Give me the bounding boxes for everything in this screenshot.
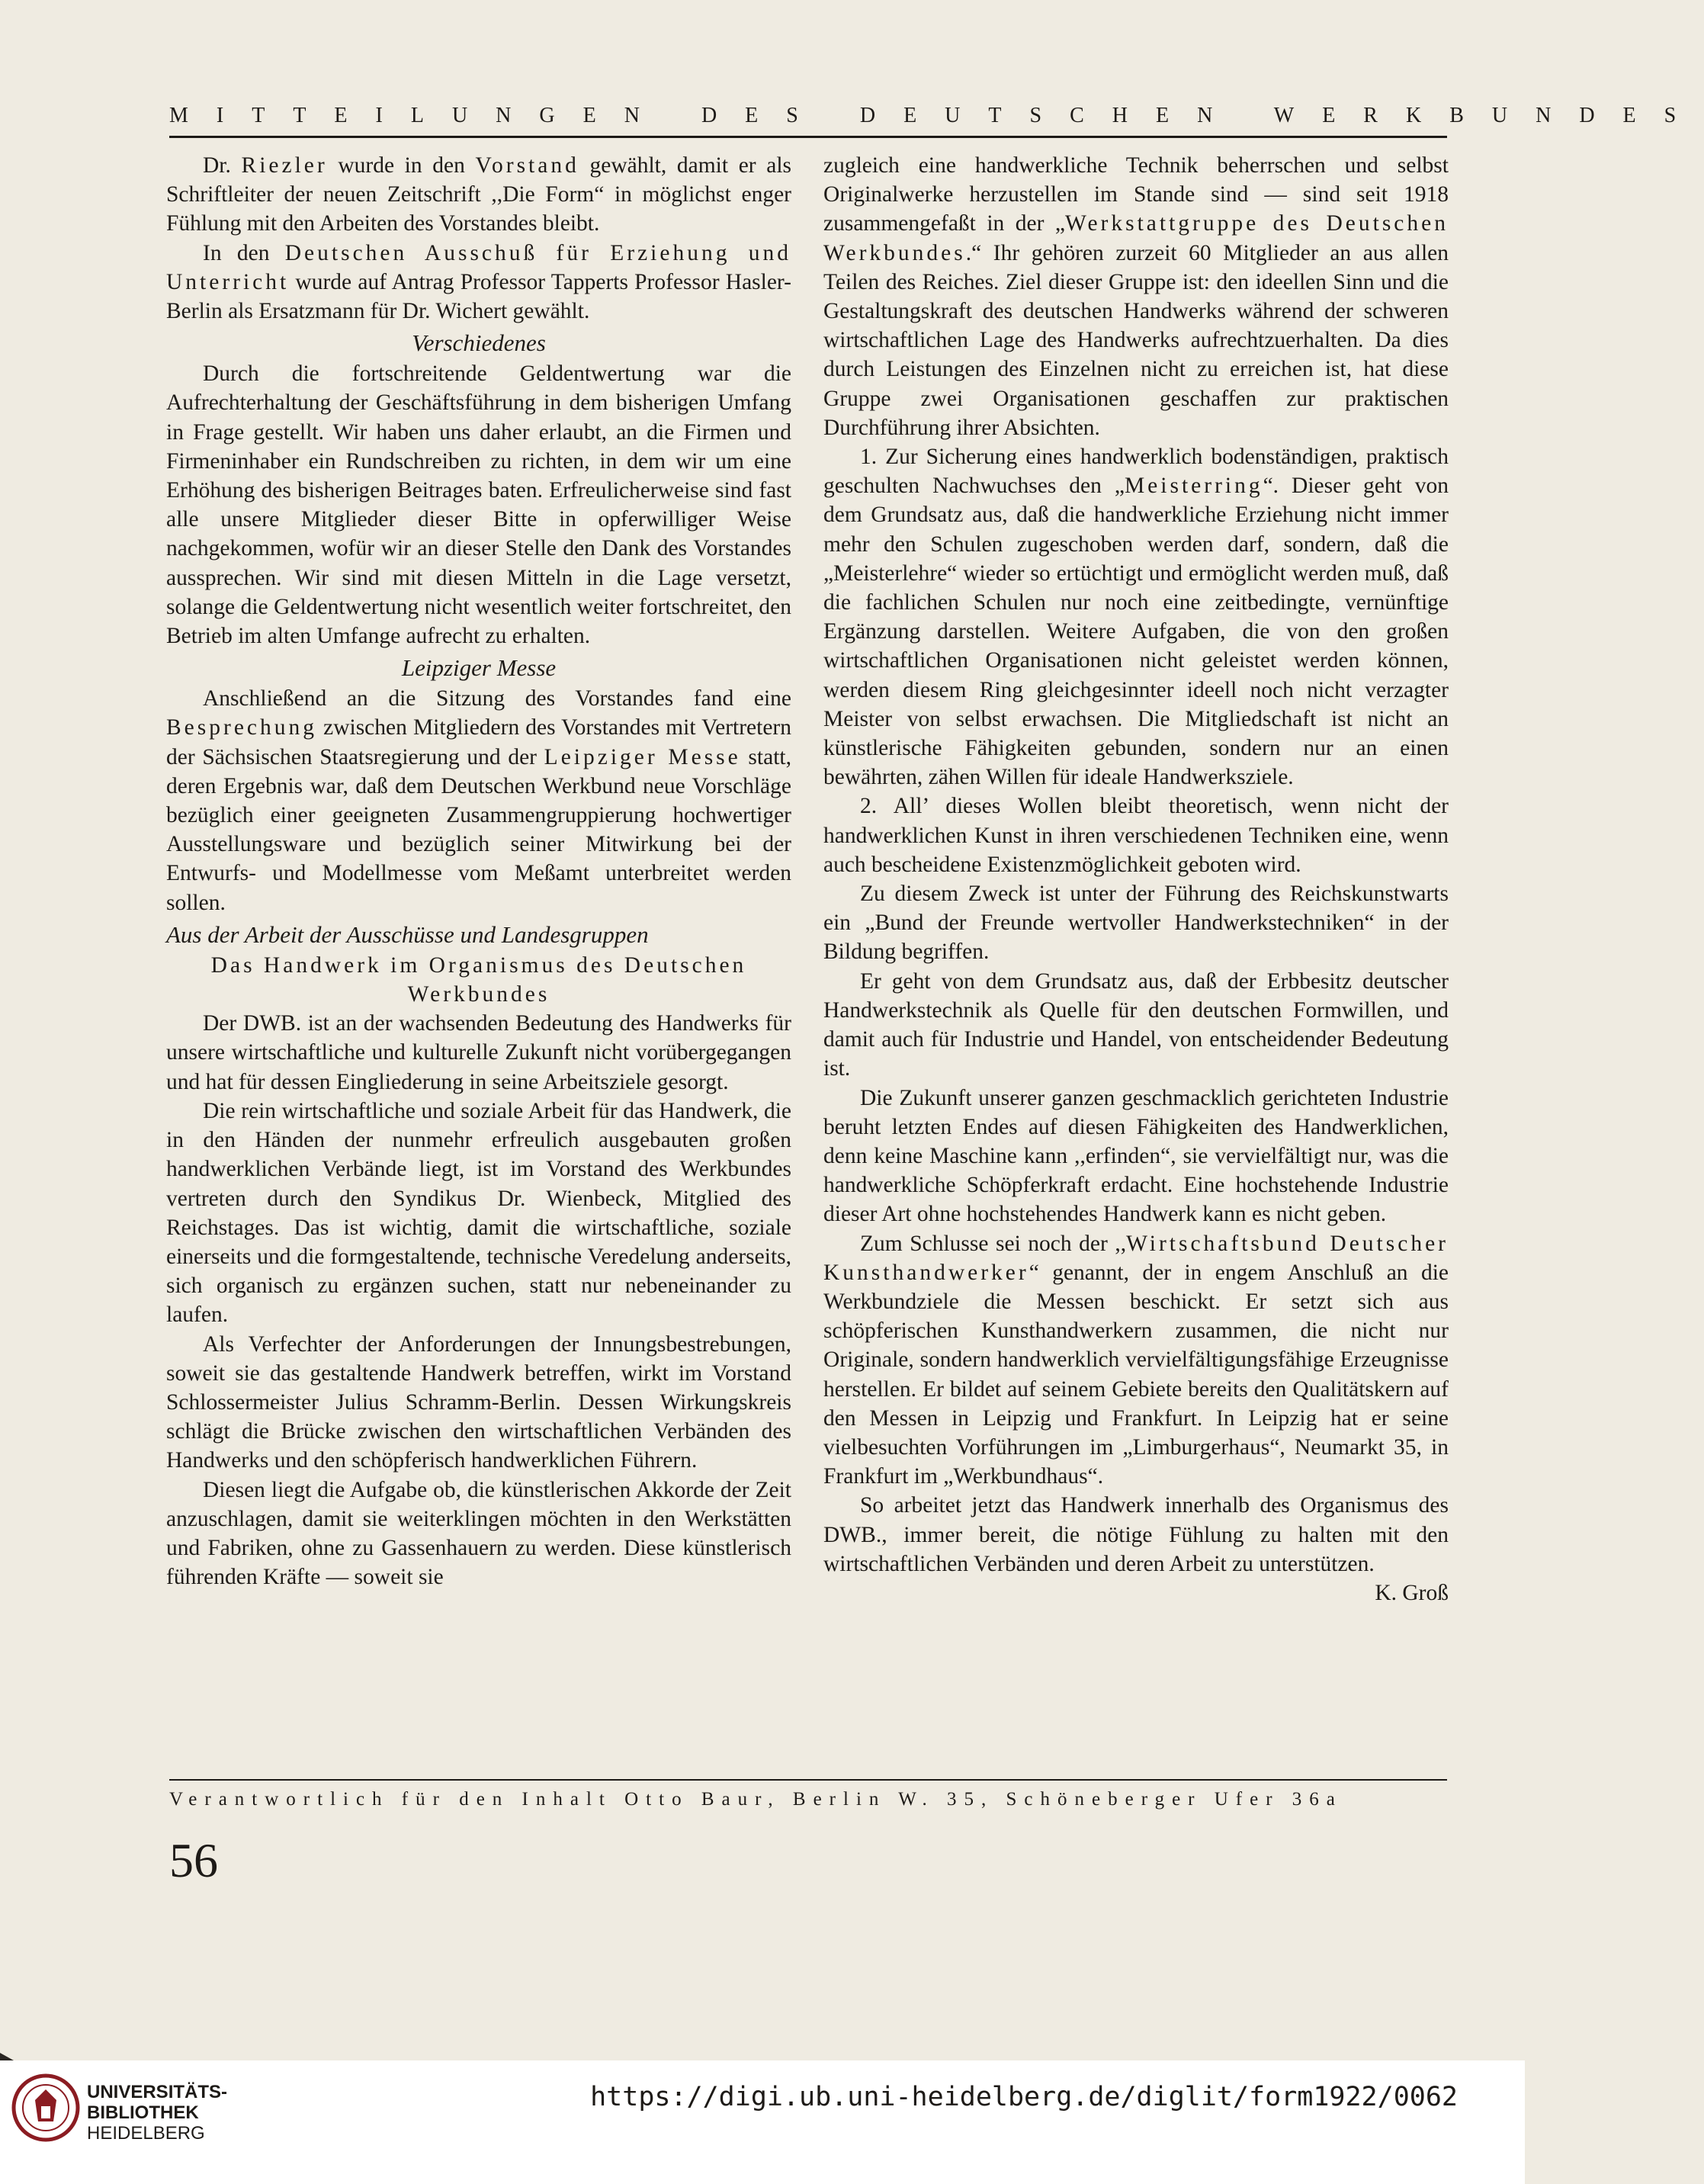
paragraph: Er geht von dem Grundsatz aus, daß der Erbbesitz deutscher Handwerkstechnik als Quelle für den deutschen Formwillen, und damit auch für Industrie und Handel, von entscheidender Bedeutung ist. <box>823 968 1449 1081</box>
paragraph <box>166 239 791 326</box>
author-signature: K. Groß <box>1375 1580 1449 1605</box>
text: .“ Ihr gehören zurzeit 60 Mitglieder an aus allen Teilen des Reiches. Ziel dieser Gruppe ist: den ideellen Sinn und die Gestaltungskraft des deutschen Handwerks während der schweren wirtschaftlichen Lage des Handwerks aufrechtzuerhalten. Da dies durch Leistungen des Einzelnen nicht zu erreichen ist, hat diese Gruppe zwei Organisationen geschaffen zur praktischen Durchführung ihrer Absichten. <box>823 240 1449 440</box>
section-heading: Verschiedenes <box>412 329 546 357</box>
text: zwischen Mitgliedern des Vorstandes mit Vertretern der Sächsischen Staatsregierung und der <box>166 715 791 769</box>
text: wurde in den <box>327 153 476 178</box>
emphasis: Leipziger Messe <box>544 744 741 769</box>
paragraph <box>166 151 791 239</box>
emphasis: Deutschen Ausschuß für Erziehung und Unterricht <box>166 240 792 294</box>
paragraph <box>823 442 1449 792</box>
emphasis: Wirtschaftsbund Deutscher Kunsthandwerker <box>823 1231 1449 1285</box>
text: “ genannt, der in engem Anschluß an die Werkbundziele die Messen beschickt. Er setzt sich aus schöpferischen Kunsthandwerkern zusammen, die nicht nur Originale, sondern handwerklich vervielfältigungsfähige Erzeugnisse herstellen. Er bildet auf seinem Gebiete bereits den Qualitätskern auf den Messen in Leipzig und Frankfurt. In Leipzig hat er seine vielbesuchten Vorführungen im „Limburgerhaus“, Neumarkt 35, in Frankfurt im „Werkbundhaus“. <box>823 1260 1449 1489</box>
subsection-heading: Das Handwerk im Organismus des Deutschen Werkbundes <box>210 952 747 1007</box>
library-name-line: UNIVERSITÄTS- <box>87 2082 228 2102</box>
library-name-line: BIBLIOTHEK <box>87 2102 199 2123</box>
text: gewählt, damit er als Schriftleiter der neuen Zeitschrift ,,Die Form“ in möglichst enger Fühlung mit den Arbeiten des Vorstandes bleibt. <box>166 153 792 236</box>
text: wurde auf Antrag Professor Tapperts Professor Hasler-Berlin als Ersatzmann für Dr. Wichert gewählt. <box>166 269 791 324</box>
text: Zum Schlusse sei noch der ,, <box>860 1231 1127 1256</box>
paragraph <box>823 151 1449 442</box>
text: “. Dieser geht von dem Grundsatz aus, daß die handwerkliche Erziehung nicht immer mehr den Schulen zugeschoben werden darf, sondern, daß die „Meisterlehre“ wieder so ertüchtigt und ermöglicht werden muß, daß die fachlichen Schulen nur noch eine zeitbedingte, vernünftige Ergänzung darstellen. Weitere Aufgaben, die von den großen wirtschaftlichen Organisationen nicht geleistet werden können, werden diesem Ring gleichgesinnter ideell noch nicht verzagter Meister von selbst erwachsen. Die Mitgliedschaft ist nicht an künstlerische Fähigkeiten gebunden, sondern nur an einen bewährten, zähen Willen für ideale Handwerksziele. <box>823 474 1449 790</box>
paragraph: Diesen liegt die Aufgabe ob, die künstlerischen Akkorde der Zeit anzuschlagen, damit sie weiterklingen möchten in den Werkstätten und Fabriken, ohne zu Gassenhauern zu werden. Diese künstlerisch führenden Kräfte — soweit sie <box>166 1477 791 1590</box>
paragraph: Die rein wirtschaftliche und soziale Arbeit für das Handwerk, die in den Händen der nunmehr erfreulich ausgebauten großen handwerklichen Verbände liegt, ist im Vorstand des Werkbundes vertreten durch den Syndikus Dr. Wienbeck, Mitglied des Reichstages. Das ist wichtig, damit die wirtschaftliche, soziale einerseits und die formgestaltende, technische Veredelung anderseits, sich organisch zu ergänzen suchen, statt nur nebeneinander zu laufen. <box>166 1098 791 1328</box>
text: 1. Zur Sicherung eines handwerklich bodenständigen, praktisch geschulten Nachwuchses den „ <box>823 445 1449 499</box>
library-name-line: HEIDELBERG <box>87 2123 205 2144</box>
text: zugleich eine handwerkliche Technik beherrschen und selbst Originalwerke herzustellen im Stande sind — sind seit 1918 zusammengefaßt in der „ <box>823 153 1449 236</box>
paragraph: Die Zukunft unserer ganzen geschmacklich gerichteten Industrie beruht letzten Endes auf diesen Fähigkeiten des Handwerklichen, denn keine Maschine kann ,,erfinden“, sie vervielfältigt nur, was die handwerkliche Schöpferkraft erdacht. Eine hochstehende Industrie dieser Art ohne hochstehendes Handwerk kann es nicht geben. <box>823 1085 1449 1227</box>
header-rule <box>169 136 1447 138</box>
university-seal-icon[interactable] <box>11 2073 81 2143</box>
running-head: MITTEILUNGEN DES DEUTSCHEN WERKBUNDES <box>169 104 1704 127</box>
paragraph: Durch die fortschreitende Geldentwertung war die Aufrechterhaltung der Geschäftsführung in dem bisherigen Umfang in Frage gestellt. Wir haben uns daher erlaubt, an die Firmen und Firmeninhaber ein Rundschreiben zu richten, in dem wir um eine Erhöhung des bisherigen Beitrages baten. Erfreulicherweise sind fast alle unsere Mitglieder dieser Bitte in opferwilliger Weise nachgekommen, wofür wir an dieser Stelle den Dank des Vorstandes aussprechen. Wir sind mit diesen Mitteln in die Lage versetzt, solange die Geldentwertung nicht wesentlich weiter fortschreitet, den Betrieb im alten Umfange aufrecht zu erhalten. <box>166 361 791 649</box>
text: Dr. <box>203 153 242 178</box>
emphasis: Vorstand <box>475 153 579 178</box>
library-name <box>87 2082 227 2144</box>
text: Anschließend an die Sitzung des Vorstandes fand eine <box>203 686 791 711</box>
permalink-url[interactable]: https://digi.ub.uni-heidelberg.de/diglit/form1922/0062 <box>590 2082 1458 2112</box>
paragraph: Der DWB. ist an der wachsenden Bedeutung des Handwerks für unsere wirtschaftliche und kulturelle Zukunft nicht vorübergegangen und hat für dessen Eingliederung in seine Arbeitsziele gesorgt. <box>166 1011 791 1094</box>
emphasis: Besprechung <box>166 715 318 740</box>
footer-rule <box>169 1779 1447 1781</box>
paragraph <box>823 1491 1449 1605</box>
paragraph: Als Verfechter der Anforderungen der Innungsbestrebungen, soweit sie das gestaltende Handwerk betreffen, wirkt im Vorstand Schlossermeister Julius Schramm-Berlin. Dessen Wirkungskreis schlägt die Brücke zwischen den wirtschaftlichen Verbänden des Handwerks und den schöpferisch handwerklichen Führern. <box>166 1331 791 1473</box>
section-heading: Aus der Arbeit der Ausschüsse und Landesgruppen <box>166 920 649 948</box>
paragraph <box>823 1229 1449 1492</box>
imprint-line: Verantwortlich für den Inhalt Otto Baur, Berlin W. 35, Schöneberger Ufer 36a <box>169 1789 1343 1810</box>
text: In den <box>203 240 285 265</box>
right-column <box>823 151 1449 1607</box>
left-column <box>166 151 791 1591</box>
emphasis: Meisterring <box>1124 474 1263 499</box>
emphasis: Riezler <box>241 153 328 178</box>
page-number: 56 <box>169 1833 218 1887</box>
paragraph <box>166 684 791 917</box>
emphasis: Werkstattgruppe des Deutschen Werkbundes <box>823 211 1449 265</box>
paragraph: 2. All’ dieses Wollen bleibt theoretisch, wenn nicht der handwerklichen Kunst in ihren verschiedenen Techniken eine, wenn auch bescheidene Existenzmöglichkeit geboten wird. <box>823 794 1449 877</box>
digitization-footer <box>0 2060 1525 2184</box>
paragraph: Zu diesem Zweck ist unter der Führung des Reichskunstwarts ein „Bund der Freunde wertvoller Handwerkstechniken“ in der Bildung begriffen. <box>823 882 1449 965</box>
section-heading: Leipziger Messe <box>401 654 557 682</box>
text: statt, deren Ergebnis war, daß dem Deutschen Werkbund neue Vorschläge bezüglich einer geeigneten Zusammengruppierung hochwertiger Ausstellungsware und bezüglich seiner Mitwirkung bei der Entwurfs- und Modellmesse vom Meßamt unterbreitet werden sollen. <box>166 744 791 915</box>
text: So arbeitet jetzt das Handwerk innerhalb des Organismus des DWB., immer bereit, die nötige Fühlung zu halten mit den wirtschaftlichen Verbänden und deren Arbeit zu unterstützen. <box>823 1493 1449 1576</box>
